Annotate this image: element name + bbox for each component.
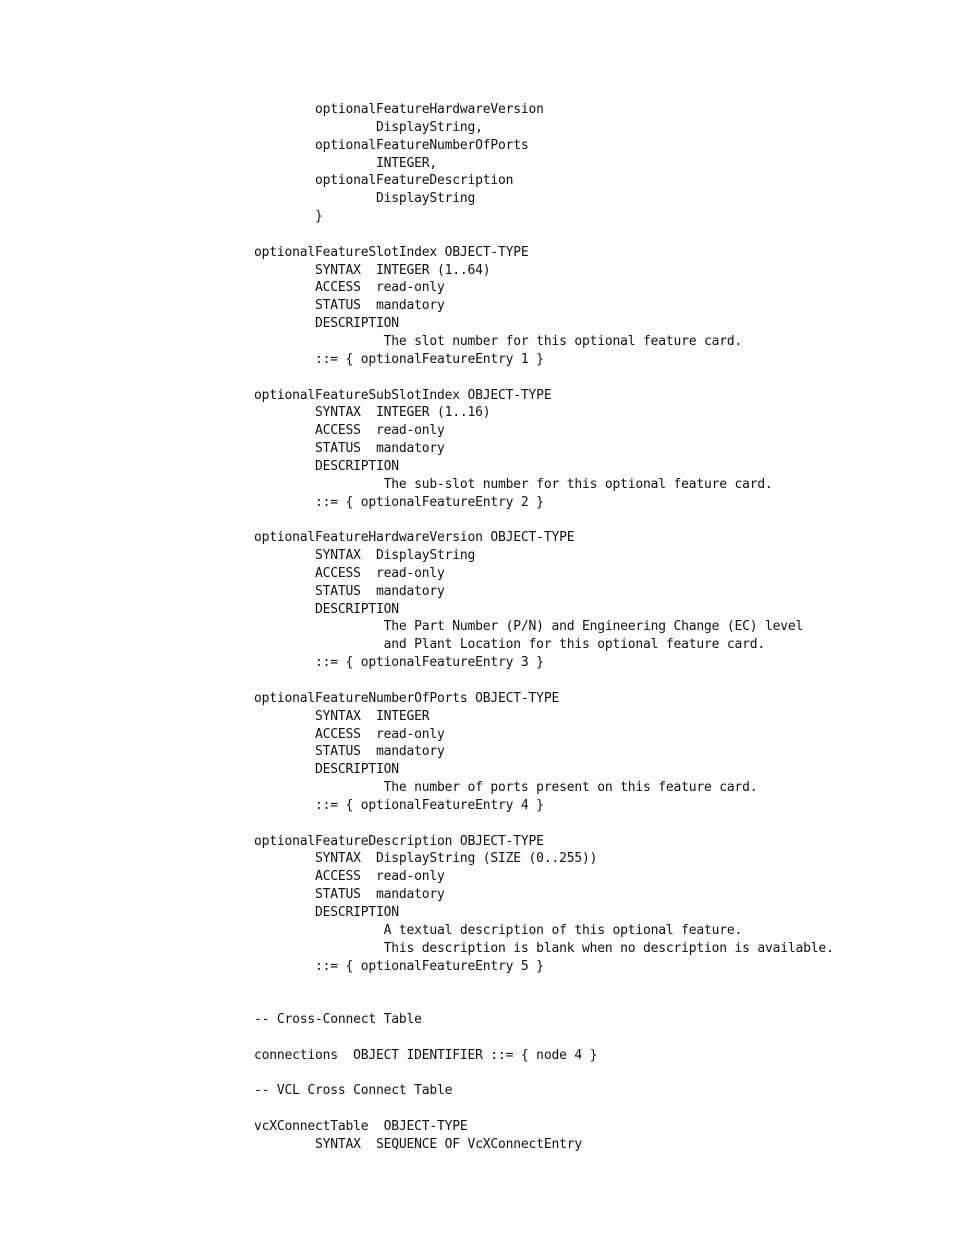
- code-line: ::= { optionalFeatureEntry 3 }: [254, 655, 544, 671]
- code-line: DESCRIPTION: [254, 904, 399, 920]
- code-line: ACCESS read-only: [254, 565, 445, 581]
- code-line: connections OBJECT IDENTIFIER ::= { node 4 }: [254, 1047, 598, 1063]
- code-line: ::= { optionalFeatureEntry 2 }: [254, 494, 544, 510]
- code-line: SYNTAX DisplayString: [254, 548, 476, 564]
- code-line: optionalFeatureHardwareVersion OBJECT-TYPE: [254, 530, 575, 546]
- code-line: A textual description of this optional feature.: [254, 922, 743, 938]
- code-line: DESCRIPTION: [254, 316, 399, 332]
- code-line: -- VCL Cross Connect Table: [254, 1083, 453, 1099]
- code-line: ::= { optionalFeatureEntry 4 }: [254, 797, 544, 813]
- code-line: [254, 672, 834, 690]
- code-line: ACCESS read-only: [254, 869, 445, 885]
- code-line: ACCESS read-only: [254, 726, 445, 742]
- code-line: [254, 1100, 834, 1118]
- code-line: SYNTAX INTEGER: [254, 708, 430, 724]
- code-line: STATUS mandatory: [254, 887, 445, 903]
- code-line: optionalFeatureNumberOfPorts: [254, 137, 529, 153]
- code-line: ACCESS read-only: [254, 423, 445, 439]
- code-line: SYNTAX DisplayString (SIZE (0..255)): [254, 851, 598, 867]
- code-line: [254, 226, 834, 244]
- code-line: [254, 1029, 834, 1047]
- code-line: SYNTAX INTEGER (1..64): [254, 262, 491, 278]
- code-line: optionalFeatureSlotIndex OBJECT-TYPE: [254, 244, 529, 260]
- code-line: optionalFeatureNumberOfPorts OBJECT-TYPE: [254, 690, 560, 706]
- code-line: ::= { optionalFeatureEntry 1 }: [254, 351, 544, 367]
- code-line: STATUS mandatory: [254, 744, 445, 760]
- code-line: [254, 511, 834, 529]
- code-line: optionalFeatureSubSlotIndex OBJECT-TYPE: [254, 387, 552, 403]
- code-line: [254, 975, 834, 993]
- code-line: }: [254, 209, 323, 225]
- code-line: [254, 993, 834, 1011]
- code-line: STATUS mandatory: [254, 298, 445, 314]
- mib-code-listing: [254, 101, 834, 1154]
- code-line: The slot number for this optional feature card.: [254, 333, 743, 349]
- code-line: INTEGER,: [254, 155, 438, 171]
- code-line: The sub-slot number for this optional feature card.: [254, 476, 773, 492]
- code-line: DisplayString,: [254, 119, 483, 135]
- code-line: optionalFeatureDescription: [254, 173, 514, 189]
- code-line: and Plant Location for this optional feature card.: [254, 637, 765, 653]
- code-line: DESCRIPTION: [254, 458, 399, 474]
- code-line: SYNTAX SEQUENCE OF VcXConnectEntry: [254, 1136, 582, 1152]
- code-line: SYNTAX INTEGER (1..16): [254, 405, 491, 421]
- code-line: The number of ports present on this feature card.: [254, 780, 758, 796]
- code-line: DESCRIPTION: [254, 762, 399, 778]
- code-line: STATUS mandatory: [254, 583, 445, 599]
- code-line: optionalFeatureHardwareVersion: [254, 102, 544, 117]
- code-line: This description is blank when no description is available.: [254, 940, 834, 956]
- code-line: vcXConnectTable OBJECT-TYPE: [254, 1119, 468, 1135]
- code-line: The Part Number (P/N) and Engineering Change (EC) level: [254, 619, 804, 635]
- code-line: ::= { optionalFeatureEntry 5 }: [254, 958, 544, 974]
- code-line: [254, 815, 834, 833]
- code-line: ACCESS read-only: [254, 280, 445, 296]
- code-line: STATUS mandatory: [254, 441, 445, 457]
- code-line: optionalFeatureDescription OBJECT-TYPE: [254, 833, 544, 849]
- code-line: DESCRIPTION: [254, 601, 399, 617]
- code-line: [254, 1065, 834, 1083]
- code-line: [254, 369, 834, 387]
- code-line: DisplayString: [254, 191, 476, 207]
- code-line: -- Cross-Connect Table: [254, 1012, 422, 1028]
